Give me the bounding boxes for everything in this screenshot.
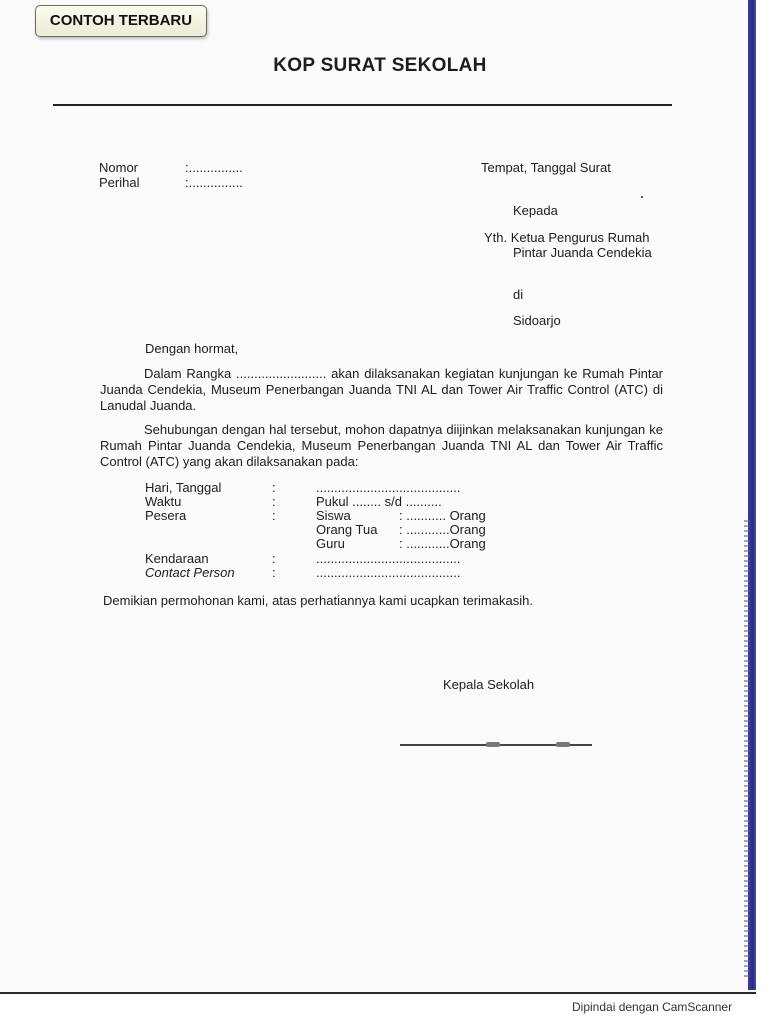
di-label: di xyxy=(513,287,524,302)
hari-value: ........................................ xyxy=(316,480,461,495)
page-bottom-border xyxy=(0,992,756,994)
guru-label: Guru xyxy=(316,536,345,551)
recipient-line-1: Yth. Ketua Pengurus Rumah xyxy=(484,230,650,245)
waktu-colon: : xyxy=(272,494,276,509)
greeting: Dengan hormat, xyxy=(145,341,239,356)
signer-title: Kepala Sekolah xyxy=(443,677,535,692)
contoh-terbaru-badge: CONTOH TERBARU xyxy=(35,5,207,37)
waktu-label: Waktu xyxy=(145,494,182,509)
hari-colon: : xyxy=(272,480,276,495)
signature-mark xyxy=(556,742,570,747)
contact-value: ........................................ xyxy=(316,565,461,580)
kepada-label: Kepada xyxy=(513,203,558,218)
nomor-label: Nomor xyxy=(99,160,139,175)
scan-edge-texture xyxy=(744,520,750,980)
signature-mark xyxy=(486,742,500,747)
letterhead-divider xyxy=(53,104,672,106)
perihal-label: Perihal xyxy=(99,175,140,190)
closing-sentence: Demikian permohonan kami, atas perhatiannya kami ucapkan terimakasih. xyxy=(103,593,533,608)
hari-label: Hari, Tanggal xyxy=(145,480,222,495)
nomor-value: :............... xyxy=(185,160,243,175)
guru-value: : ............Orang xyxy=(399,536,486,551)
paragraph-1: Dalam Rangka ......................... akan dilaksanakan kegiatan kunjungan ke Rumah Pintar Juanda Cendekia, Museum Penerbangan Juanda TNI AL dan Tower Air Traffic Control (ATC) di Lanudal Juanda. xyxy=(100,366,663,413)
scanner-watermark: Dipindai dengan CamScanner xyxy=(572,1000,733,1014)
contact-label: Contact Person xyxy=(145,565,235,580)
paragraph-2: Sehubungan dengan hal tersebut, mohon dapatnya diijinkan melaksanakan kunjungan ke Rumah Pintar Juanda Cendekia, Museum Penerbangan Juanda TNI AL dan Tower Air Traffic Control (ATC) yang akan dilaksanakan pada: xyxy=(100,422,663,469)
peserta-label: Pesera xyxy=(145,508,187,523)
siswa-label: Siswa xyxy=(316,508,351,523)
peserta-colon: : xyxy=(272,508,276,523)
city: Sidoarjo xyxy=(513,313,561,328)
perihal-value: :............... xyxy=(185,175,243,190)
scan-speck xyxy=(641,196,643,198)
place-date: Tempat, Tanggal Surat xyxy=(481,160,611,175)
kendaraan-label: Kendaraan xyxy=(145,551,209,566)
ortu-label: Orang Tua xyxy=(316,522,378,537)
siswa-value: : ........... Orang xyxy=(399,508,486,523)
ortu-value: : ............Orang xyxy=(399,522,486,537)
waktu-value: Pukul ........ s/d .......... xyxy=(316,494,442,509)
recipient-line-2: Pintar Juanda Cendekia xyxy=(513,245,652,260)
contact-colon: : xyxy=(272,565,276,580)
kendaraan-colon: : xyxy=(272,551,276,566)
letterhead-title: KOP SURAT SEKOLAH xyxy=(273,55,487,76)
kendaraan-value: ........................................ xyxy=(316,551,461,566)
